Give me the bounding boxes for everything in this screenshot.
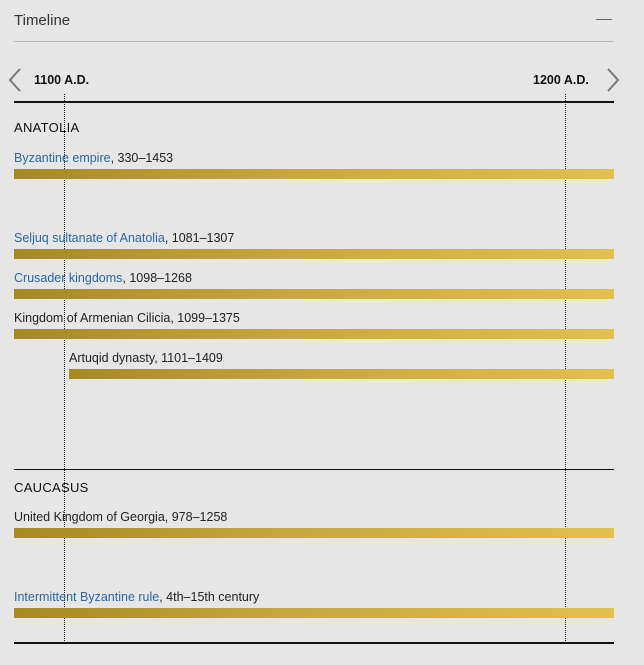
- entry-dates: , 1098–1268: [122, 271, 192, 285]
- entry-label: [14, 151, 173, 165]
- timeline-bottom-rule: [14, 642, 614, 644]
- timeline-bar[interactable]: [14, 329, 614, 339]
- entry-label: [14, 590, 259, 604]
- minus-icon[interactable]: [596, 19, 612, 20]
- entry-link[interactable]: Intermittent Byzantine rule: [14, 590, 160, 604]
- chevron-right-icon[interactable]: [602, 66, 624, 94]
- entry-link[interactable]: Byzantine empire: [14, 151, 111, 165]
- entry-label: [14, 311, 240, 325]
- timeline-bar[interactable]: [14, 289, 614, 299]
- timeline-top-rule: [14, 101, 614, 103]
- entry-link[interactable]: Seljuq sultanate of Anatolia: [14, 231, 165, 245]
- entry-dates: , 1101–1409: [154, 351, 223, 365]
- year-label-start: 1100 A.D.: [34, 73, 90, 87]
- entry-dates: , 1081–1307: [164, 231, 235, 245]
- entry-label: [14, 231, 234, 245]
- panel-header: [14, 0, 614, 42]
- panel-title: Timeline: [14, 12, 71, 29]
- region-heading-caucasus: CAUCASUS: [14, 480, 89, 495]
- entry-name: United Kingdom of Georgia: [14, 510, 165, 524]
- entry-dates: , 330–1453: [110, 151, 174, 165]
- entry-dates: , 1099–1375: [170, 311, 240, 325]
- chevron-left-icon[interactable]: [4, 66, 26, 94]
- timeline-bar[interactable]: [69, 369, 614, 379]
- entry-dates: , 4th–15th century: [159, 590, 260, 604]
- region-heading-anatolia: ANATOLIA: [14, 120, 80, 135]
- timeline-bar[interactable]: [14, 528, 614, 538]
- entry-label: [14, 510, 227, 524]
- entry-dates: , 978–1258: [164, 510, 228, 524]
- entry-name: Kingdom of Armenian Cilicia: [14, 311, 171, 325]
- entry-label: [14, 271, 192, 285]
- timeline-bar[interactable]: [14, 169, 614, 179]
- entry-label: [69, 351, 223, 365]
- timeline-bar[interactable]: [14, 249, 614, 259]
- entry-name: Artuqid dynasty: [69, 351, 155, 365]
- region-divider: [14, 469, 614, 470]
- timeline-bar[interactable]: [14, 608, 614, 618]
- entry-link[interactable]: Crusader kingdoms: [14, 271, 123, 285]
- year-label-end: 1200 A.D.: [533, 73, 589, 87]
